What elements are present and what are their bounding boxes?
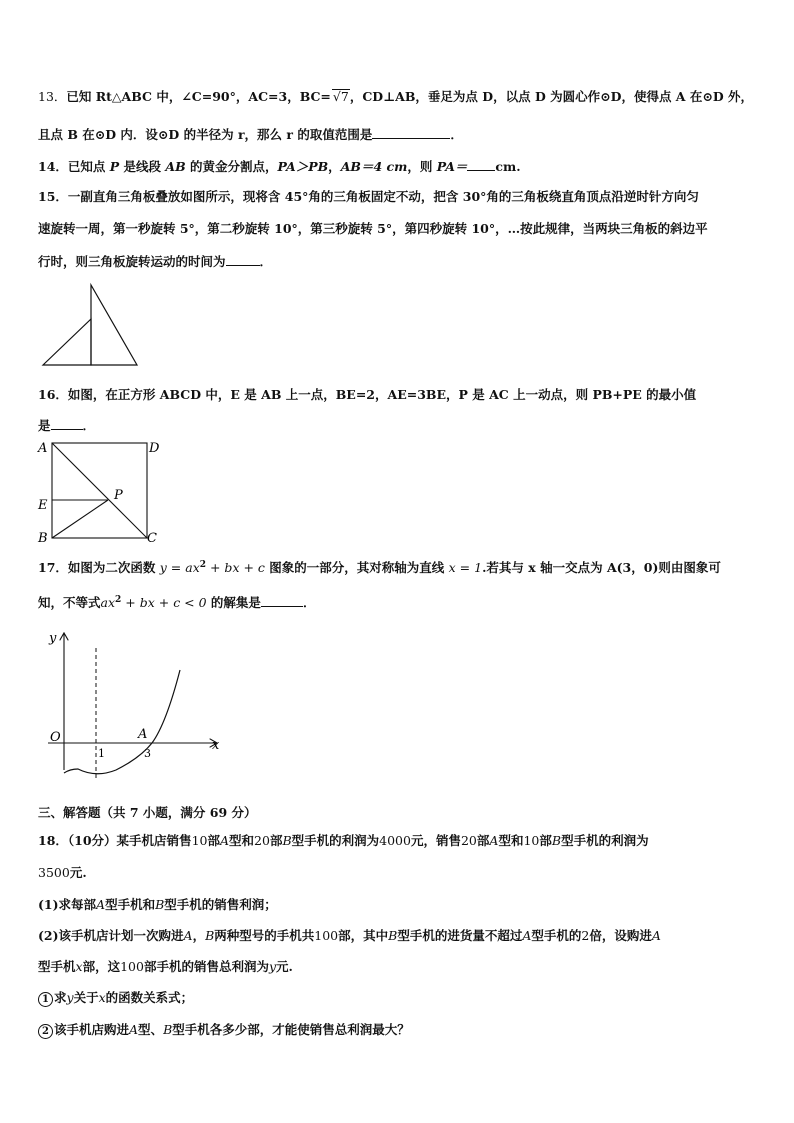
- q15-line3: 行时，则三角板旋转运动的时间为 ．: [38, 251, 272, 271]
- segment-pb: [52, 500, 108, 538]
- q13-answer-blank: [372, 124, 450, 139]
- q18-sub1: 1 求y关于x的函数关系式；: [38, 989, 193, 1007]
- q17-line1: 17．如图为二次函数 $y = ax^2$ + bx + c 图象的一部分，其对称轴为直线 x = 1.若其与 x 轴一交点为 A(3，0)则由图象可: [38, 560, 721, 576]
- diagonal-ac: [52, 443, 147, 538]
- tick-1: 1: [98, 747, 105, 760]
- q18-line2: 3500元.: [38, 865, 87, 880]
- q13-line1: 13．已知 Rt△ABC 中，∠C=90°，AC=3，BC= √7，CD⊥AB，垂足为点 D，以点 D 为圆心作⊙D，使得点 A 在⊙D 外，: [38, 89, 754, 104]
- q17-answer-blank: [261, 592, 303, 607]
- q18-part1: (1)求每部A型手机和B型手机的销售利润；: [38, 897, 277, 912]
- label-D: D: [149, 441, 160, 456]
- circled-number-1: 1: [38, 992, 53, 1007]
- q16-line1: 16．如图，在正方形 ABCD 中，E 是 AB 上一点，BE=2，AE=3BE，P 是 AC 上一动点，则 PB+PE 的最小值: [38, 387, 697, 402]
- label-A: A: [38, 441, 48, 456]
- q18-line1: 18．（10分）某手机店销售10部A型和20部B型手机的利润为4000元，销售20部A型和10部B型手机的利润为: [38, 833, 649, 848]
- label-P: P: [114, 488, 123, 503]
- q17-parabola-graph: [40, 628, 230, 800]
- parabola-curve: [64, 670, 180, 774]
- sqrt-symbol: √7: [332, 89, 349, 104]
- q18-sub2: 2 该手机店购进A型、B型手机各多少部，才能使销售总利润最大？: [38, 1021, 410, 1039]
- label-C: C: [147, 531, 157, 546]
- q15-triangle-figure: [40, 283, 144, 369]
- q13-line2: 且点 B 在⊙D 内．设⊙D 的半径为 r，那么 r 的取值范围是 ．: [38, 124, 463, 144]
- q16-line2: 是 ．: [38, 415, 95, 435]
- tick-3: 3: [144, 747, 151, 760]
- q15-line2: 速旋转一周，第一秒旋转 5°，第二秒旋转 10°，第三秒旋转 5°，第四秒旋转 10°，…按此规律，当两块三角板的斜边平: [38, 221, 708, 236]
- q14-line: 14．已知点 P 是线段 AB 的黄金分割点，PA＞PB，AB＝4 cm，则 PA＝ cm.: [38, 156, 521, 176]
- label-B: B: [38, 531, 48, 546]
- label-x: x: [212, 738, 220, 753]
- label-E: E: [38, 498, 48, 513]
- q15-answer-blank: [226, 251, 260, 266]
- triangle-45: [43, 319, 91, 365]
- triangle-30: [91, 285, 137, 365]
- circled-number-2: 2: [38, 1024, 53, 1039]
- label-y: y: [49, 631, 57, 646]
- q18-part2-line2: 型手机x部，这100部手机的销售总利润为y元.: [38, 959, 293, 974]
- q16-answer-blank: [51, 415, 83, 430]
- q13-number: 13．: [38, 89, 67, 104]
- section-heading: 三、解答题（共 7 小题，满分 69 分）: [38, 805, 257, 820]
- q16-square-figure: [34, 436, 164, 544]
- q17-line2: 知，不等式$ax^2$ + bx + c < 0 的解集是 ．: [38, 591, 315, 612]
- q18-part2-line1: (2)该手机店计划一次购进A，B两种型号的手机共100部，其中B型手机的进货量不超过A型手机的2倍，设购进A: [38, 928, 661, 943]
- q14-answer-blank: [467, 156, 495, 171]
- q15-line1: 15．一副直角三角板叠放如图所示，现将含 45°角的三角板固定不动，把含 30°角的三角板绕直角顶点沿逆时针方向匀: [38, 189, 699, 204]
- label-A: A: [138, 727, 148, 742]
- label-origin: O: [50, 730, 61, 745]
